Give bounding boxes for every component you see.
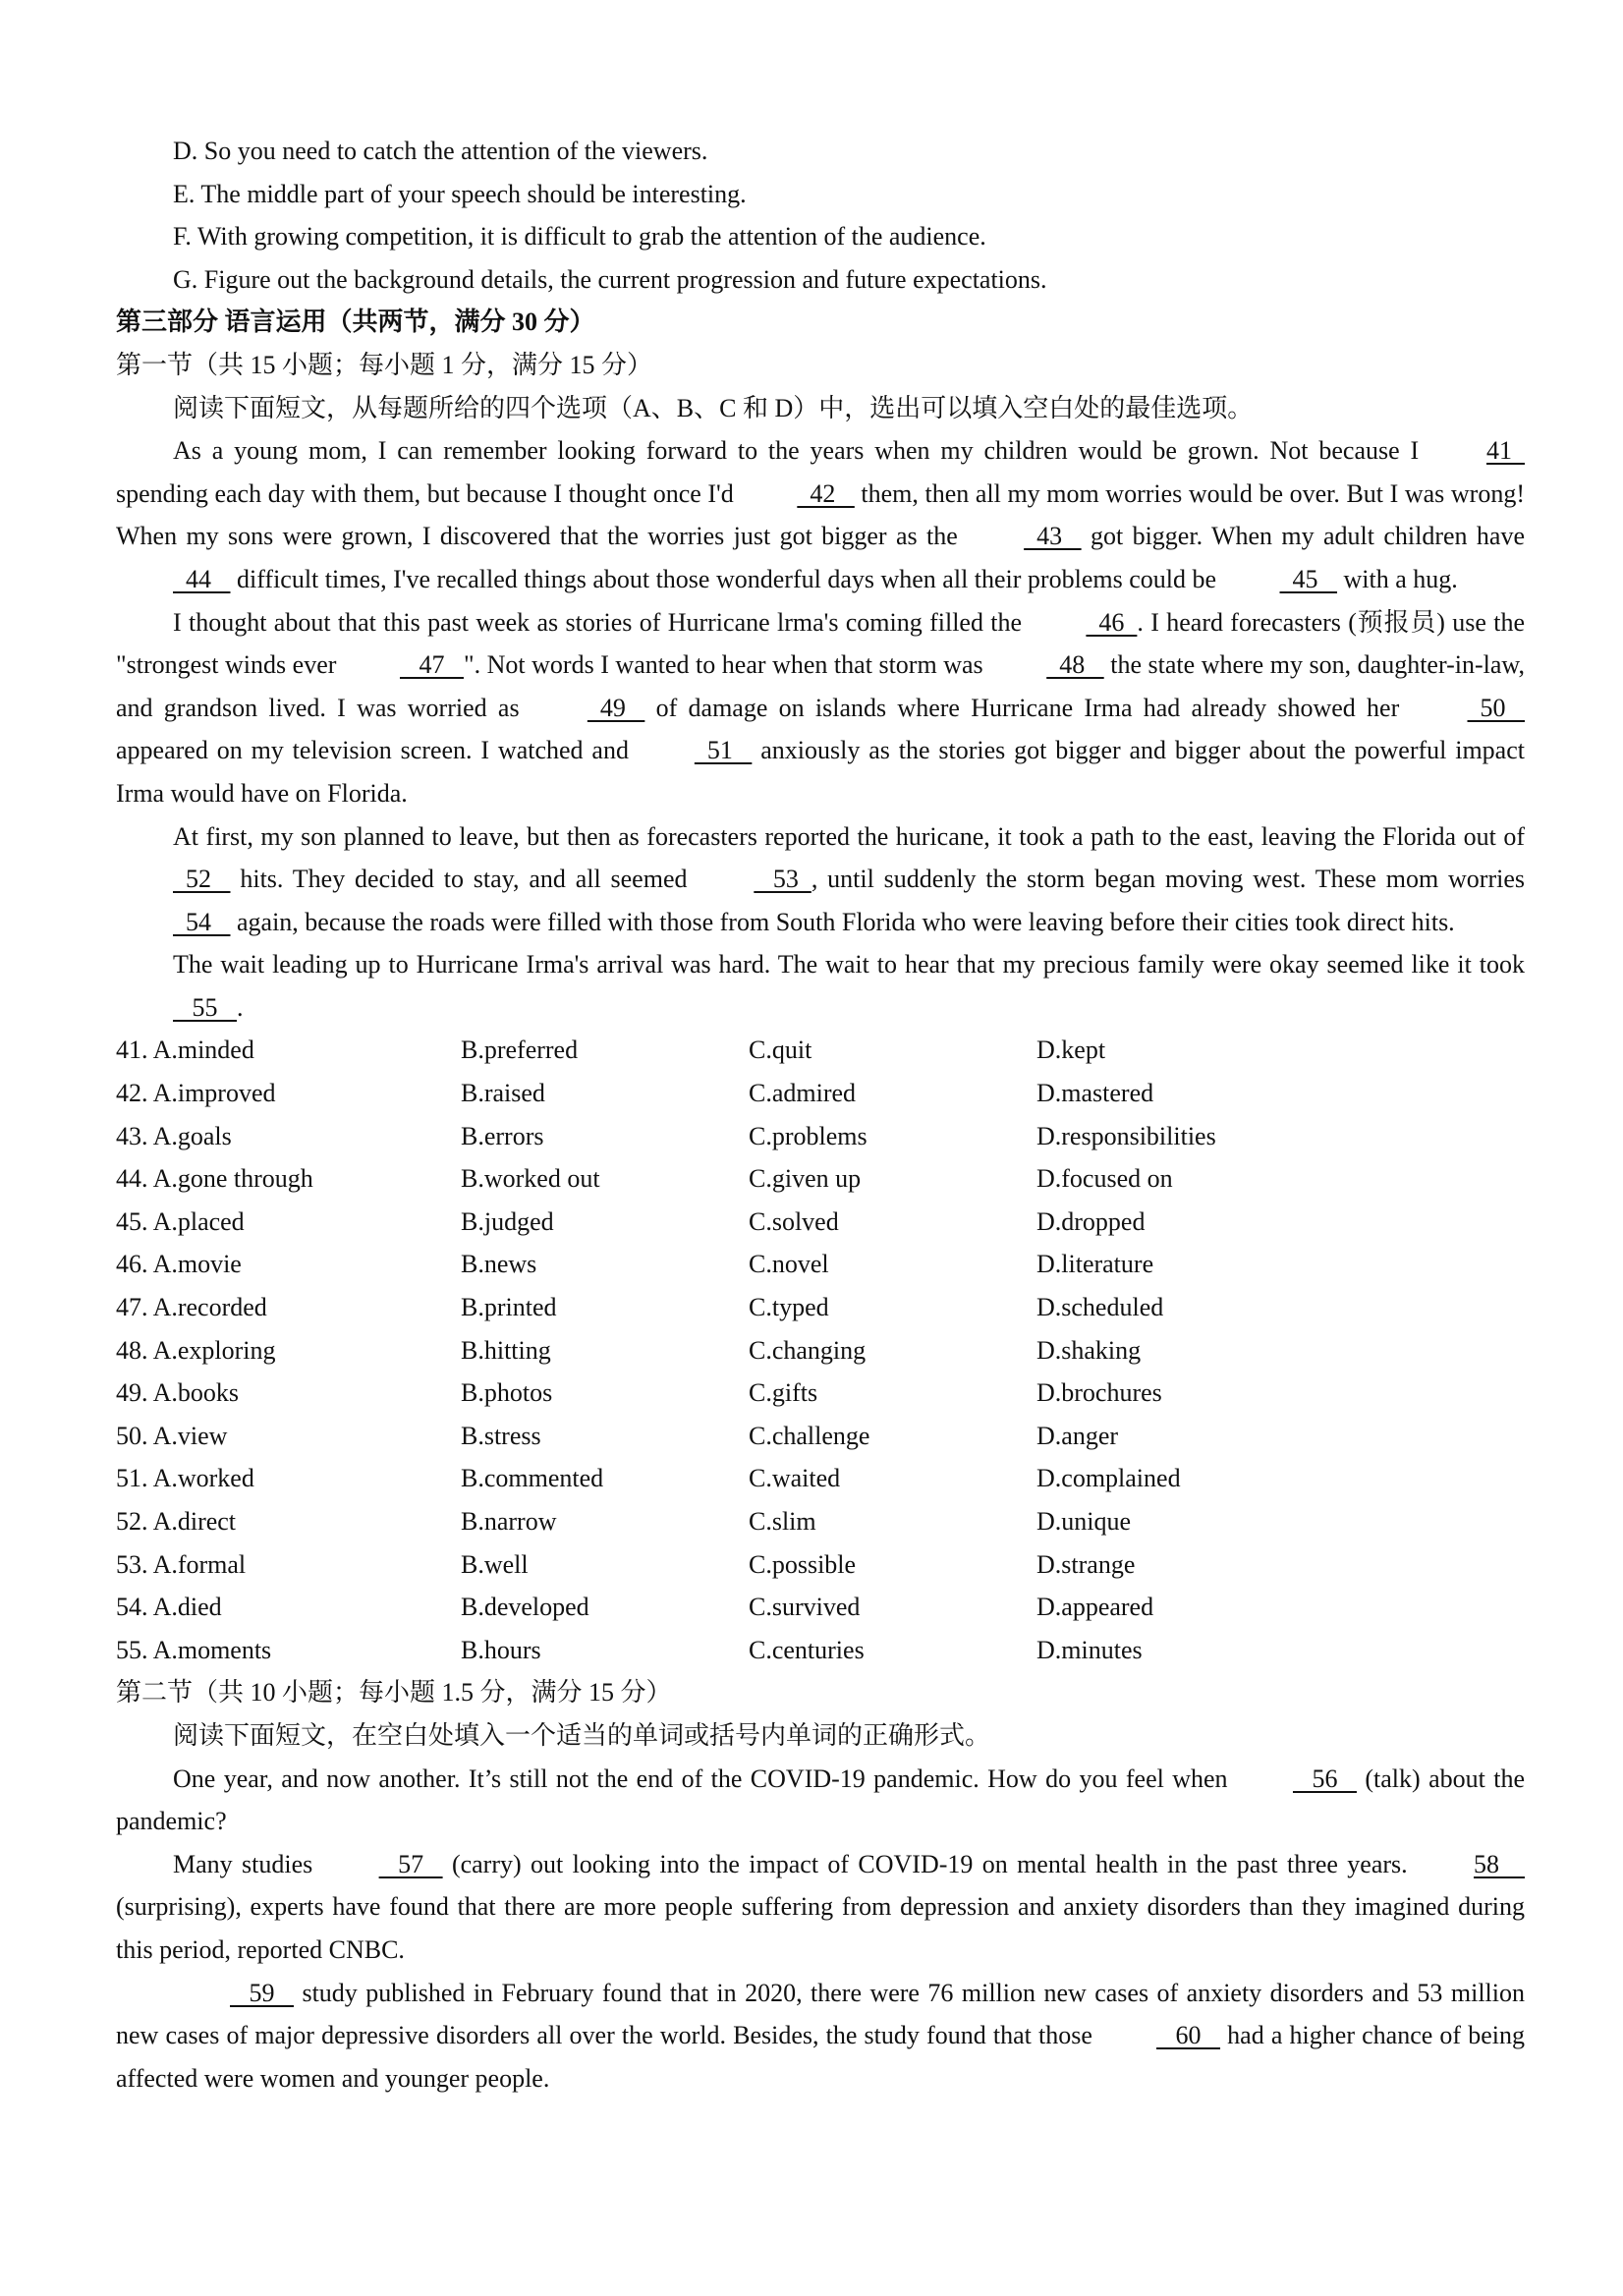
option-d: D.literature <box>1036 1250 1154 1279</box>
question-row <box>116 1157 1331 1201</box>
section2-title: 第二节（共 10 小题；每小题 1.5 分，满分 15 分） <box>116 1678 672 1708</box>
option-b: B.commented <box>461 1464 604 1493</box>
option-a: 53. A.formal <box>116 1549 247 1579</box>
option-c: C.changing <box>749 1335 867 1365</box>
passage-text: At first, my son planned to leave, but then as forecasters reported the huricane, it took a path to the east, leaving the Florida out of <box>173 821 1525 851</box>
passage-text: them, then all my mom worries would be over. But I was wrong! When my sons were grown, I discovered that the worries just got bigger as the <box>116 478 1525 551</box>
answer-blank: 49 <box>587 693 645 722</box>
passage-paragraph <box>116 1758 1525 1843</box>
option-b: B.developed <box>461 1593 589 1622</box>
answer-blank: 51 <box>694 736 753 765</box>
section2-instruction: 阅读下面短文，在空白处填入一个适当的单词或括号内单词的正确形式。 <box>173 1720 991 1750</box>
passage-text: with a hug. <box>1337 564 1458 593</box>
passage-text: As a young mom, I can remember looking forward to the years when my children would be grown. Not because I <box>173 436 1429 466</box>
option-a: 52. A.direct <box>116 1507 237 1536</box>
section1-options-table <box>116 1029 1331 1671</box>
answer-blank: 53 <box>754 865 812 894</box>
passage-text: study published in February found that in 2020, there were 76 million new cases of anxiety disorders and 53 million new cases of major depressive disorders all over the world. Besides, the study found that those <box>116 1978 1525 2050</box>
option-c: C.waited <box>749 1464 841 1493</box>
option-c: C.survived <box>749 1593 861 1622</box>
question-row <box>116 1372 1331 1415</box>
passage-paragraph <box>116 1972 1525 2100</box>
option-a: 45. A.placed <box>116 1206 245 1236</box>
passage-text: the state where my son, daughter-in-law, and grandson lived. I was worried as <box>116 650 1525 722</box>
question-row <box>116 1029 1331 1072</box>
question-row <box>116 1329 1331 1372</box>
option-b: B.printed <box>461 1293 557 1322</box>
option-a: 51. A.worked <box>116 1464 254 1493</box>
passage-text: The wait leading up to Hurricane Irma's arrival was hard. The wait to hear that my precious family were okay seemed like it took <box>173 950 1525 980</box>
answer-blank: 41 <box>1486 436 1525 466</box>
option-d: D.brochures <box>1036 1378 1162 1408</box>
answer-blank: 46 <box>1086 607 1138 637</box>
passage-text: appeared on my television screen. I watched and <box>116 736 638 765</box>
passage-text: difficult times, I've recalled things about those wonderful days when all their problems could be <box>230 564 1223 593</box>
passage-text: again, because the roads were filled with those from South Florida who were leaving before their cities took direct hits. <box>230 907 1455 936</box>
option-d: D.shaking <box>1036 1335 1142 1365</box>
previous-options <box>116 130 1525 301</box>
passage-text: ". Not words I wanted to hear when that storm was <box>463 650 990 680</box>
passage-text: , until suddenly the storm began moving west. These mom worries <box>811 865 1525 894</box>
option-d: D.complained <box>1036 1464 1181 1493</box>
passage-text: (surprising), experts have found that there are more people suffering from depression and anxiety disorders than they imagined during this period, reported CNBC. <box>116 1892 1525 1964</box>
option-d: D.appeared <box>1036 1593 1154 1622</box>
question-row <box>116 1500 1331 1543</box>
question-row <box>116 1115 1331 1158</box>
part3-title: 第三部分 语言运用（共两节，满分 30 分） <box>116 308 595 337</box>
question-row <box>116 1286 1331 1329</box>
option-d: D.mastered <box>1036 1079 1154 1108</box>
option-c: C.problems <box>749 1121 867 1150</box>
option-a: 48. A.exploring <box>116 1335 276 1365</box>
option-b: B.hours <box>461 1635 541 1664</box>
option-d: D.anger <box>1036 1421 1119 1450</box>
option-g: G. Figure out the background details, the current progression and future expectations. <box>173 264 1047 294</box>
option-d: D.strange <box>1036 1549 1136 1579</box>
option-d: D.minutes <box>1036 1635 1143 1664</box>
option-c: C.typed <box>749 1293 829 1322</box>
answer-blank: 56 <box>1292 1764 1357 1793</box>
passage-text: Many studies <box>173 1849 322 1878</box>
passage-paragraph <box>116 1843 1525 1972</box>
option-d: D. So you need to catch the attention of the viewers. <box>173 137 708 165</box>
option-b: B.stress <box>461 1421 541 1450</box>
passage-text: (talk) about the pandemic? <box>116 1764 1525 1836</box>
option-a: 47. A.recorded <box>116 1293 267 1322</box>
answer-blank: 54 <box>173 907 231 936</box>
question-row <box>116 1629 1331 1672</box>
section1-passage <box>116 429 1525 1029</box>
option-a: 50. A.view <box>116 1421 228 1450</box>
option-a: 54. A.died <box>116 1593 222 1622</box>
option-a: 42. A.improved <box>116 1079 276 1108</box>
answer-blank: 42 <box>797 478 855 508</box>
section2 <box>116 1671 1525 2100</box>
option-b: B.worked out <box>461 1164 600 1194</box>
passage-text: anxiously as the stories got bigger and bigger about the powerful impact Irma would have on Florida. <box>116 736 1525 808</box>
passage-text: . I heard forecasters (预报员) use the "strongest winds ever <box>116 607 1525 680</box>
answer-blank: 50 <box>1467 693 1526 722</box>
option-b: B.preferred <box>461 1036 579 1065</box>
option-e: E. The middle part of your speech should be interesting. <box>173 179 747 208</box>
answer-blank: 55 <box>173 992 237 1022</box>
option-c: C.novel <box>749 1250 829 1279</box>
option-c: C.centuries <box>749 1635 865 1664</box>
option-c: C.possible <box>749 1549 857 1579</box>
answer-blank: 47 <box>399 650 464 680</box>
question-row <box>116 1072 1331 1115</box>
option-d: D.responsibilities <box>1036 1121 1216 1150</box>
option-a: 43. A.goals <box>116 1121 232 1150</box>
option-a: 41. A.minded <box>116 1036 254 1065</box>
passage-text: (carry) out looking into the impact of COVID-19 on mental health in the past three years. <box>442 1849 1417 1878</box>
option-a: 46. A.movie <box>116 1250 242 1279</box>
answer-blank: 57 <box>378 1849 443 1878</box>
option-c: C.challenge <box>749 1421 870 1450</box>
question-row <box>116 1201 1331 1244</box>
answer-blank: 48 <box>1046 650 1104 680</box>
option-b: B.photos <box>461 1378 553 1408</box>
option-a: 49. A.books <box>116 1378 239 1408</box>
option-c: C.slim <box>749 1507 816 1536</box>
option-c: C.quit <box>749 1036 812 1065</box>
answer-blank: 44 <box>173 564 231 593</box>
answer-blank: 45 <box>1279 564 1338 593</box>
answer-blank: 60 <box>1156 2021 1221 2050</box>
question-row <box>116 1586 1331 1629</box>
option-a: 44. A.gone through <box>116 1164 313 1194</box>
passage-paragraph <box>116 601 1525 815</box>
passage-text: hits. They decided to stay, and all seemed <box>230 865 698 894</box>
option-c: C.admired <box>749 1079 857 1108</box>
question-row <box>116 1457 1331 1500</box>
question-row <box>116 1243 1331 1286</box>
option-d: D.dropped <box>1036 1206 1146 1236</box>
answer-blank: 52 <box>173 865 231 894</box>
answer-blank: 59 <box>230 1978 294 2007</box>
question-row <box>116 1415 1331 1458</box>
passage-text: One year, and now another. It’s still not the end of the COVID-19 pandemic. How do you feel when <box>173 1764 1236 1793</box>
option-b: B.well <box>461 1549 529 1579</box>
passage-text: I thought about that this past week as stories of Hurricane lrma's coming filled the <box>173 607 1030 637</box>
option-d: D.focused on <box>1036 1164 1173 1194</box>
passage-paragraph <box>116 815 1525 944</box>
passage-text: got bigger. When my adult children have <box>1081 522 1525 551</box>
option-d: D.kept <box>1036 1036 1106 1065</box>
passage-text: spending each day with them, but because I thought once I'd <box>116 478 741 508</box>
exam-page <box>116 130 1525 2100</box>
option-a: 55. A.moments <box>116 1635 272 1664</box>
passage-paragraph <box>116 429 1525 600</box>
option-f: F. With growing competition, it is difficult to grab the attention of the audience. <box>173 222 986 252</box>
answer-blank: 58 <box>1474 1849 1525 1878</box>
option-b: B.judged <box>461 1206 554 1236</box>
passage-text: had a higher chance of being affected were women and younger people. <box>116 2021 1526 2093</box>
passage-text: . <box>237 992 244 1022</box>
option-c: C.given up <box>749 1164 862 1194</box>
option-b: B.errors <box>461 1121 544 1150</box>
section1 <box>116 344 1525 1671</box>
option-d: D.scheduled <box>1036 1293 1164 1322</box>
passage-text: of damage on islands where Hurricane Irma had already showed her <box>644 693 1411 722</box>
option-c: C.gifts <box>749 1378 818 1408</box>
section1-instruction: 阅读下面短文，从每题所给的四个选项（A、B、C 和 D）中，选出可以填入空白处的最佳选项。 <box>173 393 1254 422</box>
option-b: B.hitting <box>461 1335 551 1365</box>
passage-paragraph <box>116 943 1525 1029</box>
option-c: C.solved <box>749 1206 839 1236</box>
answer-blank: 43 <box>1024 522 1082 551</box>
section2-passage <box>116 1758 1525 2100</box>
section1-title: 第一节（共 15 小题；每小题 1 分，满分 15 分） <box>116 350 653 379</box>
option-d: D.unique <box>1036 1507 1132 1536</box>
question-row <box>116 1543 1331 1587</box>
option-b: B.narrow <box>461 1507 557 1536</box>
option-b: B.news <box>461 1250 537 1279</box>
option-b: B.raised <box>461 1079 545 1108</box>
